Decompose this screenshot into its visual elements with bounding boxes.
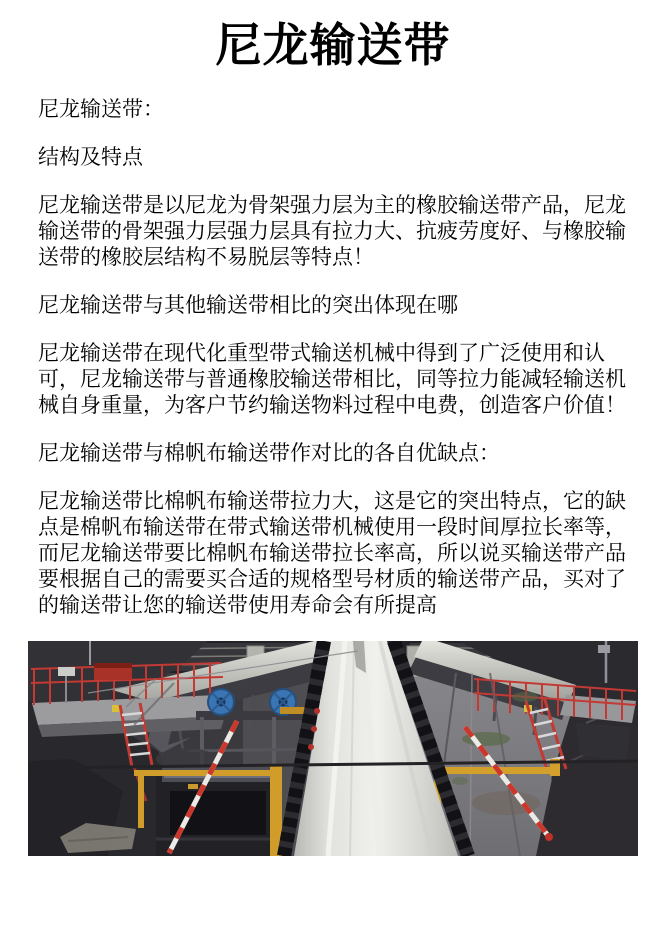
article-body [0, 97, 666, 619]
page-title: 尼龙输送带 [215, 19, 451, 71]
paragraph-intro-label: 尼龙输送带： [38, 97, 164, 121]
paragraph-canvas-text: 尼龙输送带比棉帆布输送带拉力大，这是它的突出特点，它的缺点是棉帆布输送带在带式输送带机械使用一段时间厚拉长率等，而尼龙输送带要比棉帆布输送带拉长率高，所以说买输送带产品要根据自己的需要买合适的规格型号材质的输送带产品，买对了的输送带让您的输送带使用寿命会有所提高 [38, 489, 626, 617]
paragraph-canvas-heading: 尼龙输送带与棉帆布输送带作对比的各自优缺点： [38, 441, 500, 465]
conveyor-belts-coal-yard-photo [28, 641, 638, 856]
paragraph-comparison-text: 尼龙输送带在现代化重型带式输送机械中得到了广泛使用和认可，尼龙输送带与普通橡胶输送带相比，同等拉力能减轻输送机械自身重量，为客户节约输送物料过程中电费，创造客户价值！ [38, 341, 626, 417]
paragraph-structure-text: 尼龙输送带是以尼龙为骨架强力层为主的橡胶输送带产品，尼龙输送带的骨架强力层强力层具有拉力大、抗疲劳度好、与橡胶输送带的橡胶层结构不易脱层等特点！ [38, 193, 626, 269]
paragraph-comparison-heading: 尼龙输送带与其他输送带相比的突出体现在哪 [38, 293, 458, 317]
paragraph-structure-heading: 结构及特点 [38, 145, 143, 169]
